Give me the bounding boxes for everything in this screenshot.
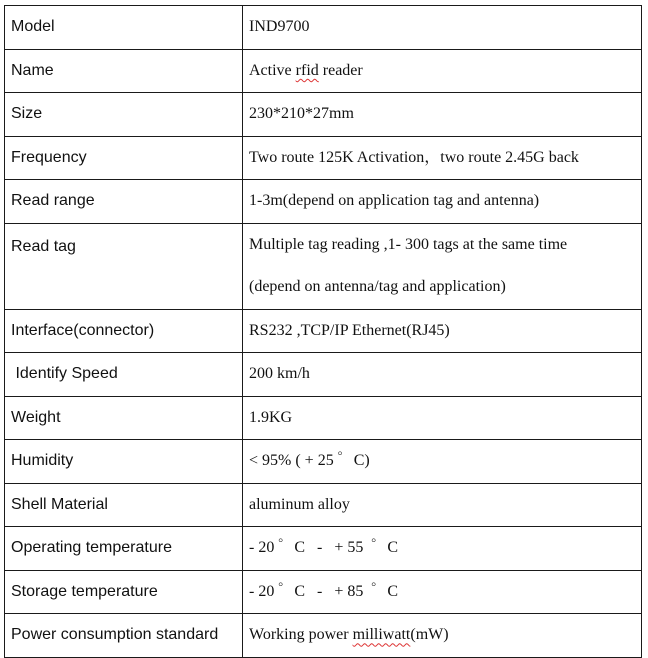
table-row	[5, 309, 642, 353]
row-value: 1.9KG	[243, 396, 642, 440]
table-row	[5, 483, 642, 527]
table-row	[5, 223, 642, 309]
table-row	[5, 353, 642, 397]
row-label: Model	[5, 6, 243, 50]
row-label: Interface(connector)	[5, 309, 243, 353]
spec-table	[4, 5, 642, 658]
table-row	[5, 614, 642, 658]
row-label: Read range	[5, 180, 243, 224]
row-value: RS232 ,TCP/IP Ethernet(RJ45)	[243, 309, 642, 353]
table-row	[5, 180, 642, 224]
row-value: - 20 ゜C - + 55 ゜C	[243, 527, 642, 571]
row-value: Two route 125K Activation，two route 2.45G back	[243, 136, 642, 180]
row-value: aluminum alloy	[243, 483, 642, 527]
row-label: Identify Speed	[5, 353, 243, 397]
table-row	[5, 49, 642, 93]
row-label: Size	[5, 93, 243, 137]
value-text: Multiple tag reading ,1- 300 tags at the same time	[249, 236, 568, 253]
table-row	[5, 136, 642, 180]
row-value: 200 km/h	[243, 353, 642, 397]
value-text: Working power	[249, 626, 353, 644]
row-value	[243, 49, 642, 93]
table-row	[5, 6, 642, 50]
row-value: - 20 ゜C - + 85 ゜C	[243, 570, 642, 614]
row-label: Humidity	[5, 440, 243, 484]
spec-sheet	[4, 5, 642, 658]
table-row	[5, 570, 642, 614]
table-row	[5, 396, 642, 440]
row-value: < 95% ( + 25 ゜C)	[243, 440, 642, 484]
row-value	[243, 614, 642, 658]
row-label: Power consumption standard	[5, 614, 243, 658]
value-text: reader	[318, 61, 363, 79]
value-text-line2: (depend on antenna/tag and application)	[249, 278, 506, 295]
row-value: 230*210*27mm	[243, 93, 642, 137]
table-row	[5, 527, 642, 571]
row-value: 1-3m(depend on application tag and antenna)	[243, 180, 642, 224]
table-row	[5, 93, 642, 137]
row-label: Read tag	[5, 223, 243, 309]
value-text: (mW)	[410, 626, 449, 644]
row-label: Storage temperature	[5, 570, 243, 614]
row-label: Frequency	[5, 136, 243, 180]
value-text: Active	[249, 61, 296, 79]
table-row	[5, 440, 642, 484]
row-label: Name	[5, 49, 243, 93]
row-value	[243, 223, 642, 309]
spellcheck-marked-word: milliwatt	[352, 626, 411, 644]
row-label: Weight	[5, 396, 243, 440]
spellcheck-marked-word: rfid	[295, 61, 319, 79]
row-value: IND9700	[243, 6, 642, 50]
row-label: Operating temperature	[5, 527, 243, 571]
row-label: Shell Material	[5, 483, 243, 527]
